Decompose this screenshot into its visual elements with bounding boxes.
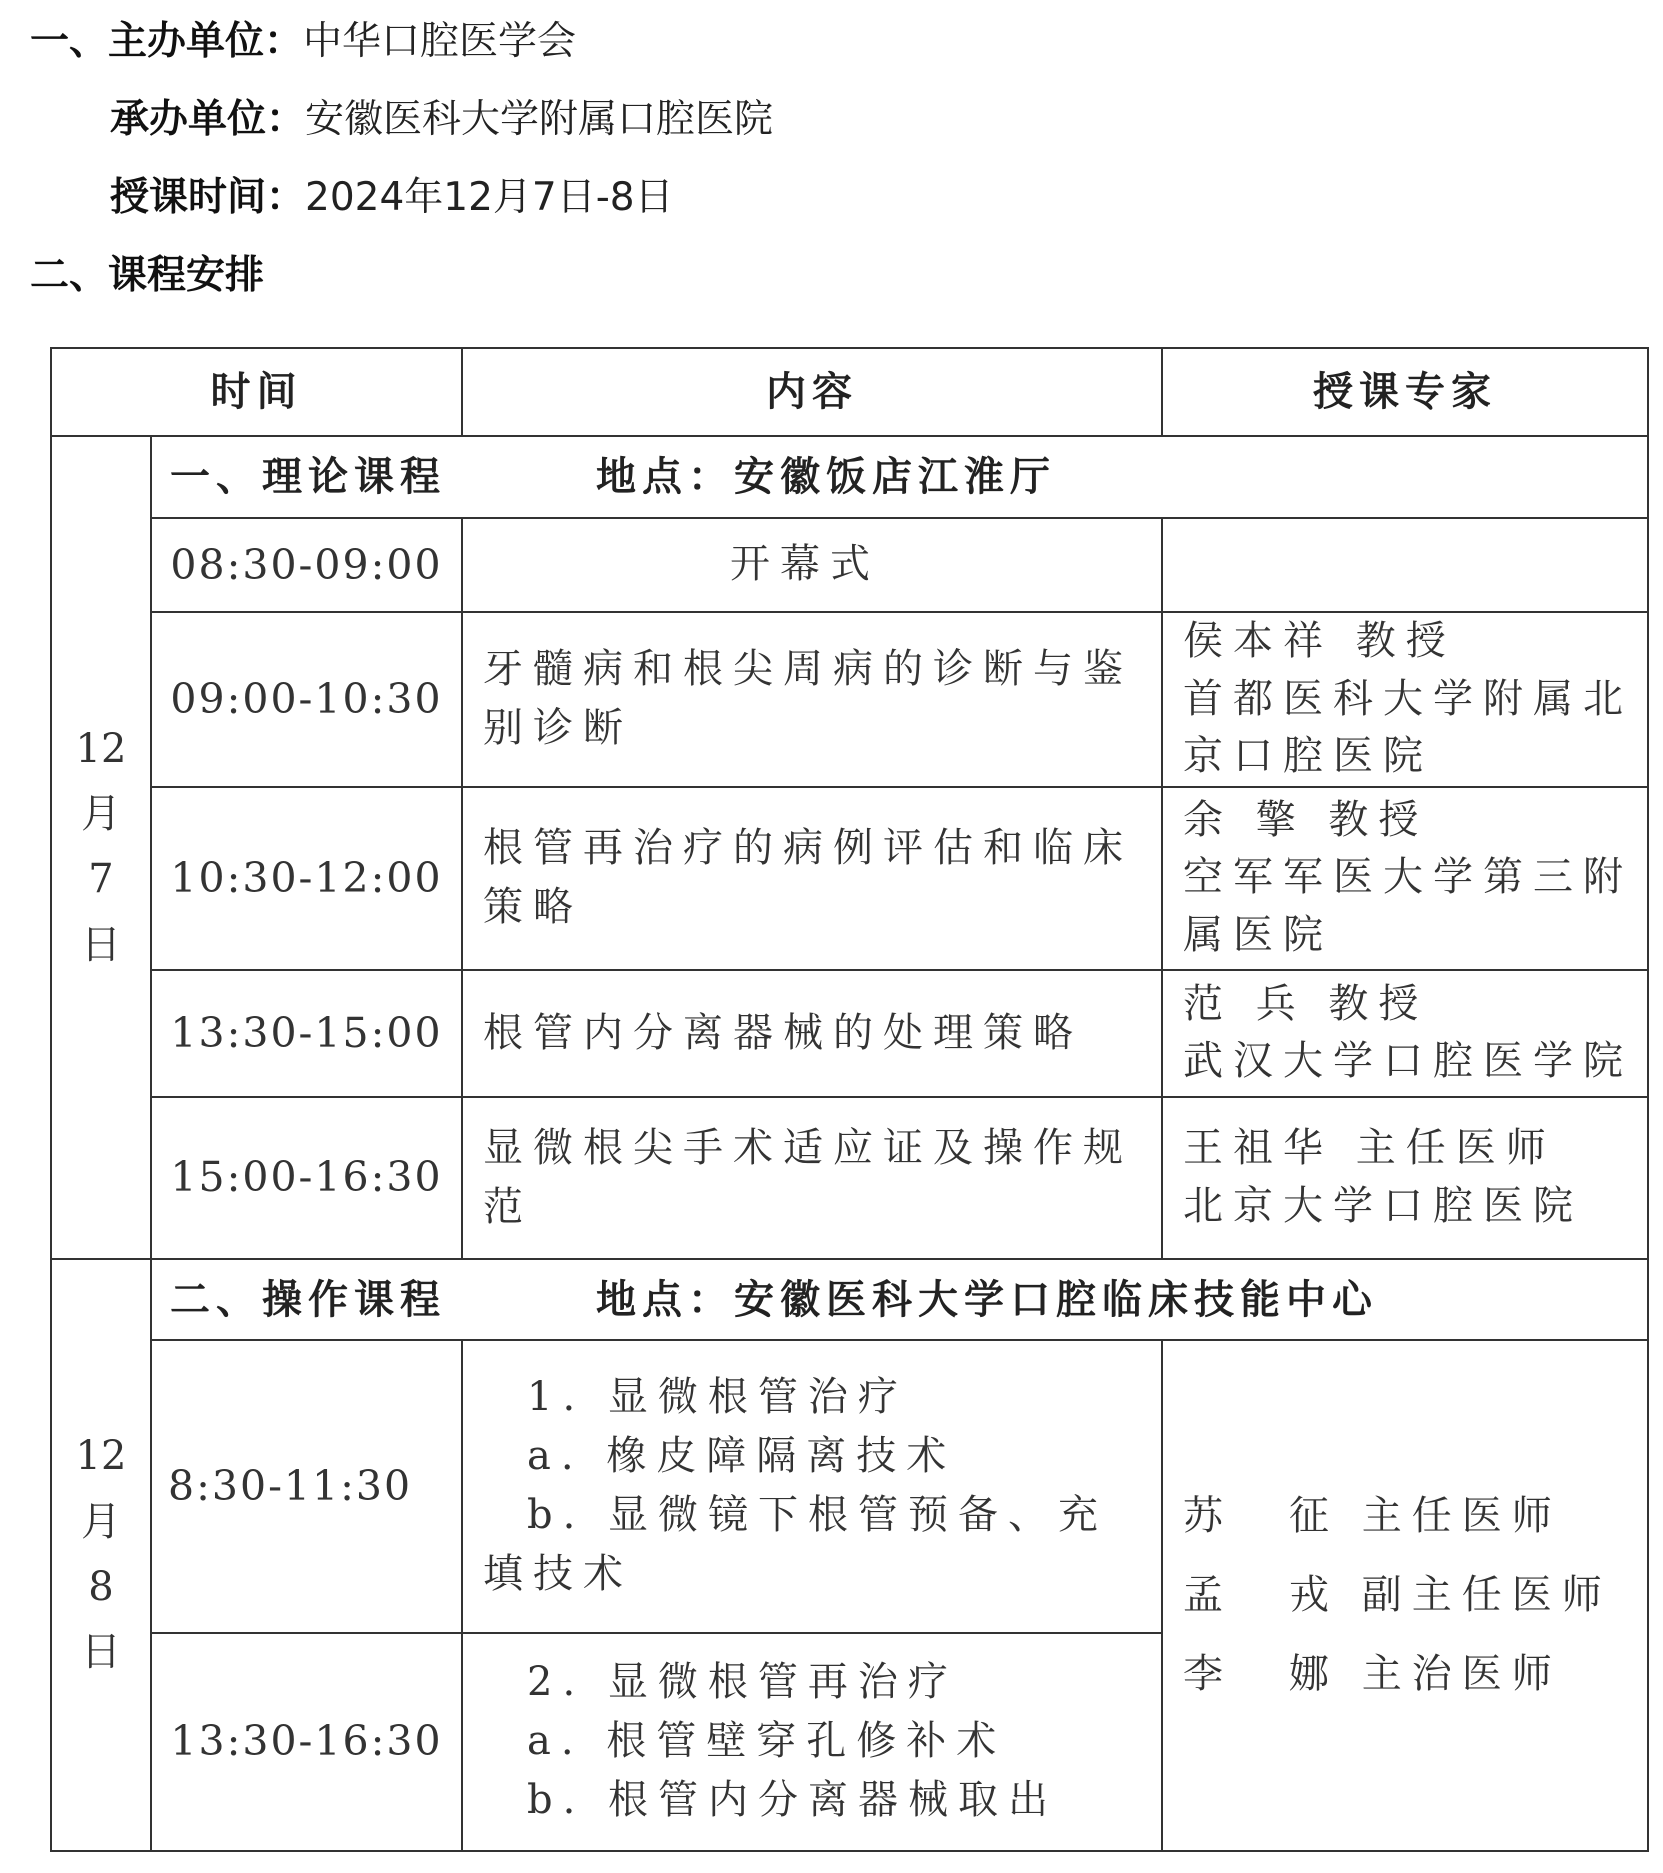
header-time: 时间 (51, 348, 462, 436)
expert-name: 侯本祥 教授 (1183, 618, 1456, 664)
section-location: 地点：安徽医科大学口腔临床技能中心 (596, 1275, 1378, 1323)
date-cell-day1: 12 月 7 日 (51, 436, 151, 1259)
header-expert: 授课专家 (1162, 348, 1648, 436)
host-value: 中华口腔医学会 (303, 19, 577, 64)
content-cell (462, 1633, 1162, 1851)
section-title: 一、理论课程 (170, 453, 446, 501)
time-line (110, 175, 674, 220)
table-row (51, 612, 1648, 787)
expert-line: 孟 戎 副主任医师 (1183, 1571, 1612, 1618)
content-cell: 根管内分离器械的处理策略 (462, 970, 1162, 1097)
expert-cell (1162, 612, 1648, 787)
expert-org: 北京大学口腔医院 (1183, 1182, 1583, 1229)
content-cell: 牙髓病和根尖周病的诊断与鉴别诊断 (462, 612, 1162, 787)
expert-line: 苏 征 主任医师 (1183, 1493, 1562, 1540)
course-line: 1. 显微根管治疗 (527, 1373, 908, 1420)
course-line: b. 显微镜下根管预备、充填技术 (483, 1492, 1109, 1598)
table-row (51, 1340, 1648, 1633)
schedule-heading: 二、课程安排 (30, 253, 265, 298)
expert-org: 武汉大学口腔医学院 (1183, 1038, 1633, 1085)
organizer-line (110, 97, 774, 142)
content-cell: 显微根尖手术适应证及操作规范 (462, 1097, 1162, 1259)
time-cell: 8:30-11:30 (151, 1340, 462, 1633)
schedule-table (50, 347, 1649, 1852)
table-row (51, 787, 1648, 970)
expert-org: 空军军医大学第三附属医院 (1183, 854, 1633, 959)
organizer-value: 安徽医科大学附属口腔医院 (305, 97, 774, 142)
course-line: a. 根管壁穿孔修补术 (527, 1718, 1007, 1765)
table-header-row (51, 348, 1648, 436)
expert-cell (1162, 787, 1648, 970)
time-cell: 10:30-12:00 (151, 787, 462, 970)
table-row (51, 518, 1648, 612)
expert-line: 李 娜 主治医师 (1183, 1650, 1562, 1697)
content-cell: 根管再治疗的病例评估和临床策略 (462, 787, 1162, 970)
table-row (51, 1097, 1648, 1259)
host-line (30, 19, 577, 64)
expert-cell (1162, 970, 1648, 1097)
content-cell: 开幕式 (462, 518, 1162, 612)
section-location: 地点：安徽饭店江淮厅 (596, 453, 1056, 501)
time-cell: 13:30-16:30 (151, 1633, 462, 1851)
section-row (51, 1259, 1648, 1340)
date-cell-day2: 12 月 8 日 (51, 1259, 151, 1851)
course-line: b. 根管内分离器械取出 (527, 1777, 1059, 1824)
section-row (51, 436, 1648, 518)
expert-name: 范 兵 教授 (1183, 980, 1429, 1027)
expert-cell (1162, 518, 1648, 612)
section-practice (151, 1259, 1648, 1340)
content-cell (462, 1340, 1162, 1633)
organizer-label: 承办单位： (110, 97, 306, 142)
section-theory (151, 436, 1648, 518)
time-cell: 13:30-15:00 (151, 970, 462, 1097)
host-label: 一、主办单位： (30, 19, 304, 64)
course-line: a. 橡皮障隔离技术 (527, 1433, 957, 1480)
header-content: 内容 (462, 348, 1162, 436)
expert-cell (1162, 1097, 1648, 1259)
course-line: 2. 显微根管再治疗 (527, 1659, 958, 1705)
expert-org: 首都医科大学附属北京口腔医院 (1183, 675, 1633, 780)
time-cell: 15:00-16:30 (151, 1097, 462, 1259)
time-cell: 09:00-10:30 (151, 612, 462, 787)
expert-cell (1162, 1340, 1648, 1851)
time-value: 2024年12月7日-8日 (305, 175, 674, 220)
expert-name: 王祖华 主任医师 (1183, 1125, 1556, 1172)
expert-name: 余 擎 教授 (1183, 796, 1429, 843)
section-title: 二、操作课程 (170, 1275, 446, 1323)
table-row (51, 970, 1648, 1097)
time-label: 授课时间： (110, 175, 306, 220)
time-cell: 08:30-09:00 (151, 518, 462, 612)
